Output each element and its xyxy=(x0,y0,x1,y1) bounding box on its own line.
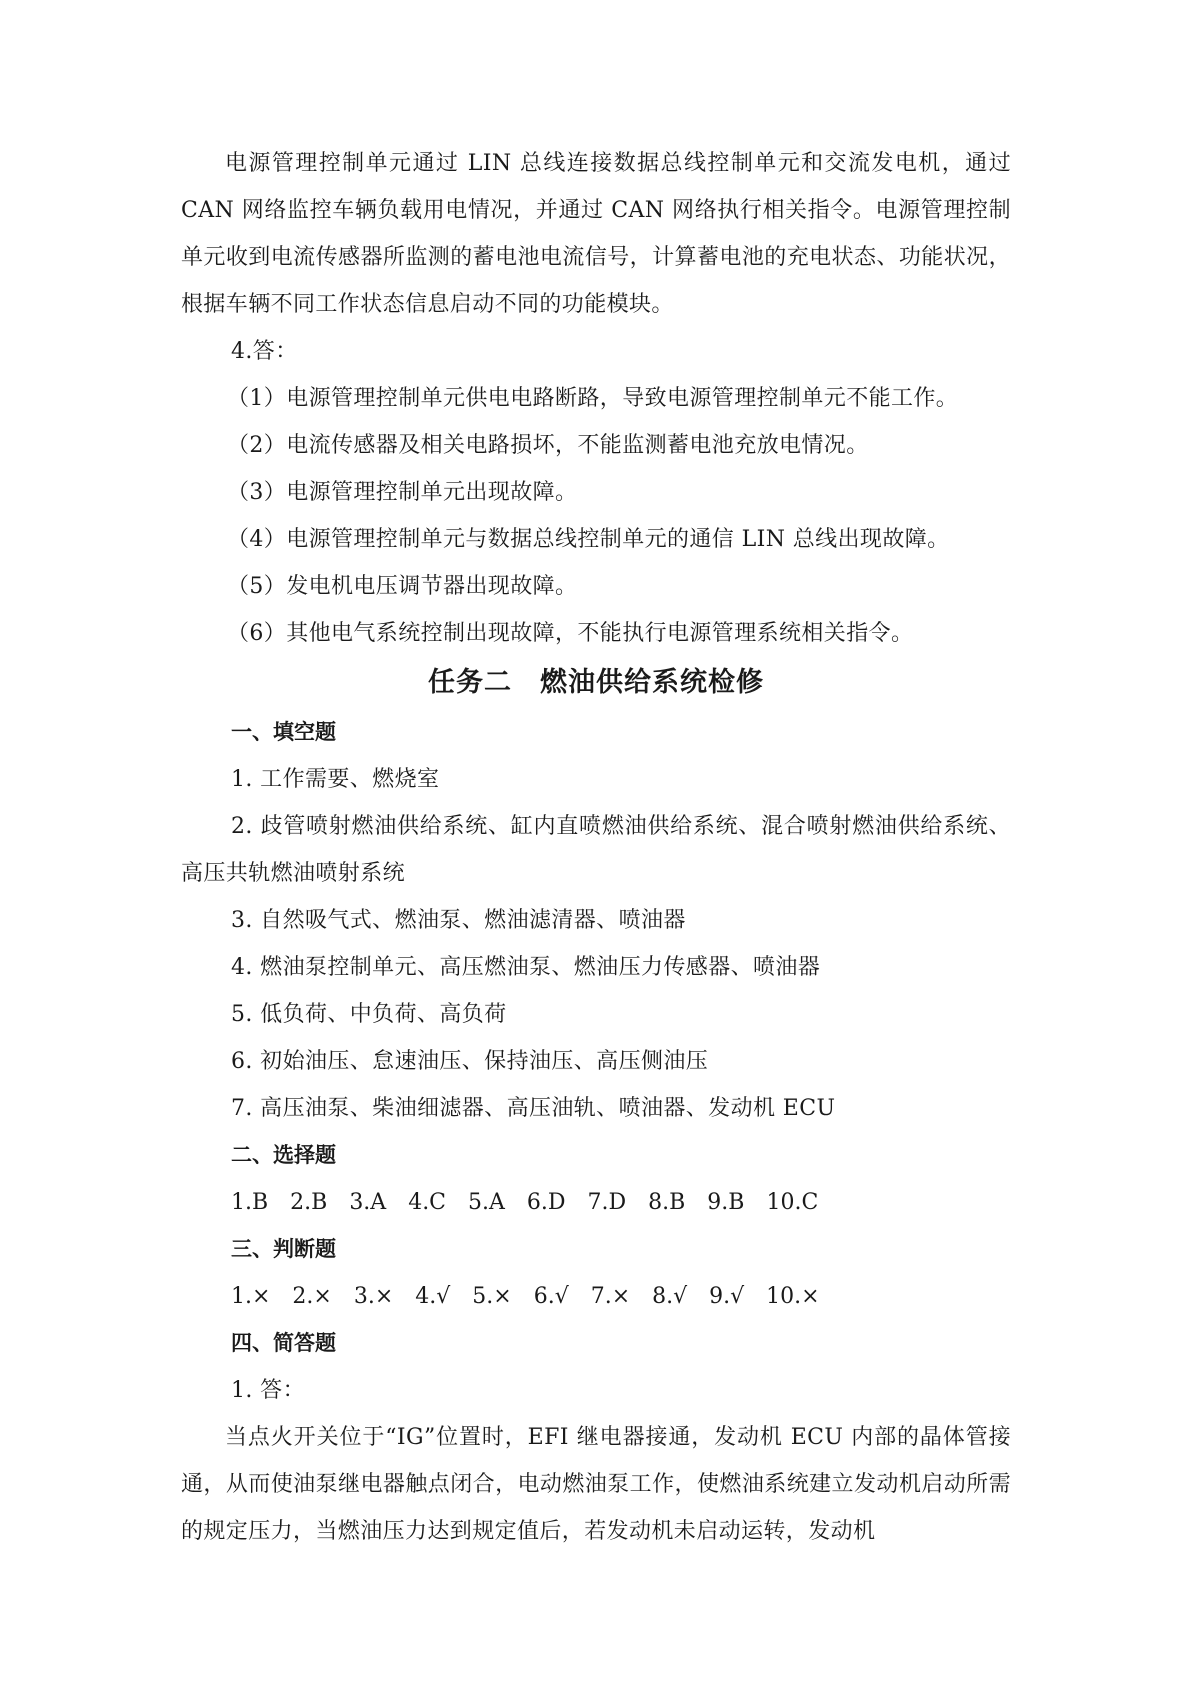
answer-4-item-3: （3）电源管理控制单元出现故障。 xyxy=(227,480,578,505)
answer-4-item-1: （1）电源管理控制单元供电电路断路，导致电源管理控制单元不能工作。 xyxy=(227,386,959,411)
judge-heading: 三、判断题 xyxy=(231,1237,336,1261)
page-content xyxy=(181,140,1011,1555)
short-answer-heading: 四、简答题 xyxy=(231,1331,336,1355)
fill-blank-item-4: 4. 燃油泵控制单元、高压燃油泵、燃油压力传感器、喷油器 xyxy=(231,955,821,980)
answer-4-label: 4.答： xyxy=(231,339,298,364)
short-answer-label: 1. 答： xyxy=(231,1378,305,1403)
task-title: 任务二 燃油供给系统检修 xyxy=(428,667,764,698)
choice-heading: 二、选择题 xyxy=(231,1143,336,1167)
answer-4-item-6: （6）其他电气系统控制出现故障，不能执行电源管理系统相关指令。 xyxy=(227,621,914,646)
choice-answers: 1.B 2.B 3.A 4.C 5.A 6.D 7.D 8.B 9.B 10.C xyxy=(231,1190,819,1215)
fill-blank-item-5: 5. 低负荷、中负荷、高负荷 xyxy=(231,1002,507,1027)
answer-4-item-2: （2）电流传感器及相关电路损坏，不能监测蓄电池充放电情况。 xyxy=(227,433,869,458)
fill-blank-item-7: 7. 高压油泵、柴油细滤器、高压油轨、喷油器、发动机 ECU xyxy=(231,1096,836,1121)
fill-blank-item-1: 1. 工作需要、燃烧室 xyxy=(231,767,440,792)
fill-blank-item-6: 6. 初始油压、怠速油压、保持油压、高压侧油压 xyxy=(231,1049,709,1074)
fill-blank-item-2: 2. 歧管喷射燃油供给系统、缸内直喷燃油供给系统、混合喷射燃油供给系统、高压共轨燃油喷射系统 xyxy=(181,814,1011,886)
judge-answers: 1.× 2.× 3.× 4.√ 5.× 6.√ 7.× 8.√ 9.√ 10.× xyxy=(231,1284,820,1309)
short-answer-paragraph: 当点火开关位于“IG”位置时，EFI 继电器接通，发动机 ECU 内部的晶体管接通，从而使油泵继电器触点闭合，电动燃油泵工作，使燃油系统建立发动机启动所需的规定压力，当燃油压力达到规定值后，若发动机未启动运转，发动机 xyxy=(181,1425,1011,1544)
answer-4-item-5: （5）发电机电压调节器出现故障。 xyxy=(227,574,578,599)
fill-blank-heading: 一、填空题 xyxy=(231,720,336,744)
intro-paragraph: 电源管理控制单元通过 LIN 总线连接数据总线控制单元和交流发电机，通过 CAN 网络监控车辆负载用电情况，并通过 CAN 网络执行相关指令。电源管理控制单元收到电流传感器所监测的蓄电池电流信号，计算蓄电池的充电状态、功能状况，根据车辆不同工作状态信息启动不同的功能模块。 xyxy=(181,151,1011,317)
answer-4-item-4: （4）电源管理控制单元与数据总线控制单元的通信 LIN 总线出现故障。 xyxy=(227,527,950,552)
fill-blank-item-3: 3. 自然吸气式、燃油泵、燃油滤清器、喷油器 xyxy=(231,908,686,933)
